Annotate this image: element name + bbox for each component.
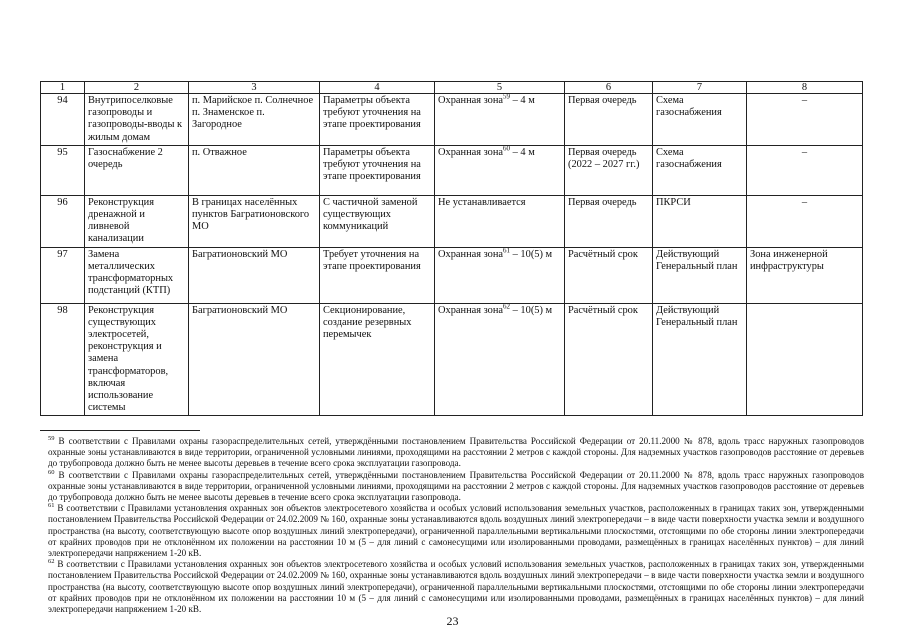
footnote (48, 470, 864, 504)
object-location: Багратионовский МО (189, 303, 320, 416)
footnote-ref: 62 (503, 303, 511, 311)
zone-type: – (747, 195, 863, 247)
protection-zone (435, 145, 565, 195)
column-header: 1 (41, 82, 85, 94)
object-parameters: Секционирование, создание резервных перемычек (320, 303, 435, 416)
table-row (41, 247, 863, 303)
row-number: 97 (41, 247, 85, 303)
object-name: Внутрипоселковые газопроводы и газопроводы-вводы к жилым домам (85, 94, 189, 146)
object-name: Газоснабжение 2 очередь (85, 145, 189, 195)
footnote (48, 503, 864, 559)
footnotes (48, 436, 864, 615)
footnote-ref: 61 (503, 247, 511, 255)
zone-type: – (747, 145, 863, 195)
zone-value: – 4 м (510, 95, 535, 106)
page-number: 23 (446, 614, 459, 628)
protection-zone (435, 247, 565, 303)
footnote-number: 61 (48, 502, 55, 510)
footnote-ref: 60 (503, 145, 511, 153)
object-location: п. Марийское п. Солнечное п. Знаменское п. Загородное (189, 94, 320, 146)
zone-text: Охранная зона (438, 146, 504, 158)
footnote (48, 559, 864, 615)
basis-document: Схема газоснабжения (653, 145, 747, 195)
column-header: 3 (189, 82, 320, 94)
column-header: 7 (653, 82, 747, 94)
footnote-number: 59 (48, 434, 55, 442)
table-row (41, 94, 863, 146)
basis-document: Действующий Генеральный план (653, 303, 747, 416)
column-header: 2 (85, 82, 189, 94)
implementation-stage: Первая очередь (565, 94, 653, 146)
zone-value: – 4 м (510, 146, 535, 158)
object-parameters: Требует уточнения на этапе проектирования (320, 247, 435, 303)
object-parameters: Параметры объекта требуют уточнения на этапе проектирования (320, 94, 435, 146)
column-header: 6 (565, 82, 653, 94)
table-row (41, 145, 863, 195)
footnote-divider (40, 430, 200, 431)
table-row (41, 195, 863, 247)
row-number: 95 (41, 145, 85, 195)
zone-value: – 10(5) м (510, 304, 553, 316)
column-header: 4 (320, 82, 435, 94)
implementation-stage: Расчётный срок (565, 303, 653, 416)
footnote-text: В соответствии с Правилами охраны газораспределительных сетей, утверждёнными постановлением Правительства Российской Федерации от 20.11.2000 № 878, вдоль трасс наружных газопроводов охранные зоны устанавливаются в виде территории, ограниченной условными линиями, проходящими на расстоянии 2 метров с каждой стороны. Для надземных участков газопроводов расстояние от деревьев до трубопровода должно быть не менее высоты деревьев в течение всего срока эксплуатации газопровода. (48, 436, 864, 469)
table-row (41, 303, 863, 416)
protection-zone (435, 94, 565, 146)
column-header: 8 (747, 82, 863, 94)
zone-type: – (747, 94, 863, 146)
footnote (48, 436, 864, 470)
object-location: В границах населённых пунктов Багратионовского МО (189, 195, 320, 247)
zone-type (747, 303, 863, 416)
object-location: п. Отважное (189, 145, 320, 195)
zone-text: Охранная зона (438, 95, 504, 106)
footnote-number: 60 (48, 468, 55, 476)
implementation-stage: Расчётный срок (565, 247, 653, 303)
protection-zone (435, 195, 565, 247)
object-name: Реконструкция дренажной и ливневой канализации (85, 195, 189, 247)
zone-text: Охранная зона (438, 248, 504, 260)
zone-type: Зона инженерной инфраструктуры (747, 247, 863, 303)
row-number: 98 (41, 303, 85, 416)
object-parameters: С частичной заменой существующих коммуникаций (320, 195, 435, 247)
footnote-text: В соответствии с Правилами установления охранных зон объектов электросетевого хозяйства и особых условий использования земельных участков, расположенных в границах таких зон, утвержденными постановлением Правительства Российской Федерации от 24.02.2009 № 160, охранные зоны устанавливаются вдоль воздушных линий электропередачи – в виде части поверхности участка земли и воздушного пространства (на высоту, соответствующую высоте опор воздушных линий электропередачи), ограниченной параллельными вертикальными плоскостями, отстоящими по обе стороны линии электропередачи от крайних проводов при не отклонённом их положении на расстоянии 10 м (5 – для линий с самонесущими или изолированными проводами, размещённых в границах населённых пунктов) – для линий электропередачи напряжением 1-20 кВ. (48, 559, 864, 615)
protection-zone (435, 303, 565, 416)
object-name: Реконструкция существующих электросетей, реконструкция и замена трансформаторов, включая использование системы (85, 303, 189, 416)
object-parameters: Параметры объекта требуют уточнения на этапе проектирования (320, 145, 435, 195)
basis-document: Схема газоснабжения (653, 94, 747, 146)
planned-objects-table (40, 81, 863, 416)
object-location: Багратионовский МО (189, 247, 320, 303)
footnote-text: В соответствии с Правилами установления охранных зон объектов электросетевого хозяйства и особых условий использования земельных участков, расположенных в границах таких зон, утвержденными постановлением Правительства Российской Федерации от 24.02.2009 № 160, охранные зоны устанавливаются вдоль воздушных линий электропередачи – в виде части поверхности участка земли и воздушного пространства (на высоту, соответствующую высоте опор воздушных линий электропередачи), ограниченной параллельными вертикальными плоскостями, отстоящими по обе стороны линии электропередачи от крайних проводов при не отклонённом их положении на расстоянии 10 м (5 – для линий с самонесущими или изолированными проводами, размещённых в границах населённых пунктов) – для линий электропередачи напряжением 1-20 кВ. (48, 503, 864, 559)
implementation-stage: Первая очередь (2022 – 2027 гг.) (565, 145, 653, 195)
footnote-number: 62 (48, 558, 55, 566)
row-number: 96 (41, 195, 85, 247)
implementation-stage: Первая очередь (565, 195, 653, 247)
zone-value: – 10(5) м (510, 248, 553, 260)
column-header: 5 (435, 82, 565, 94)
footnote-text: В соответствии с Правилами охраны газораспределительных сетей, утверждёнными постановлением Правительства Российской Федерации от 20.11.2000 № 878, вдоль трасс наружных газопроводов охранные зоны устанавливаются в виде территории, ограниченной условными линиями, проходящими на расстоянии 2 метров с каждой стороны. Для надземных участков газопроводов расстояние от деревьев до трубопровода должно быть не менее высоты деревьев в течение всего срока эксплуатации газопровода. (48, 469, 864, 503)
basis-document: ПКРСИ (653, 195, 747, 247)
zone-text: Охранная зона (438, 304, 504, 316)
basis-document: Действующий Генеральный план (653, 247, 747, 303)
object-name: Замена металлических трансформаторных подстанций (КТП) (85, 247, 189, 303)
table-header-row (41, 82, 863, 94)
row-number: 94 (41, 94, 85, 146)
zone-text: Не устанавливается (438, 196, 526, 208)
footnote-ref: 59 (503, 93, 511, 101)
